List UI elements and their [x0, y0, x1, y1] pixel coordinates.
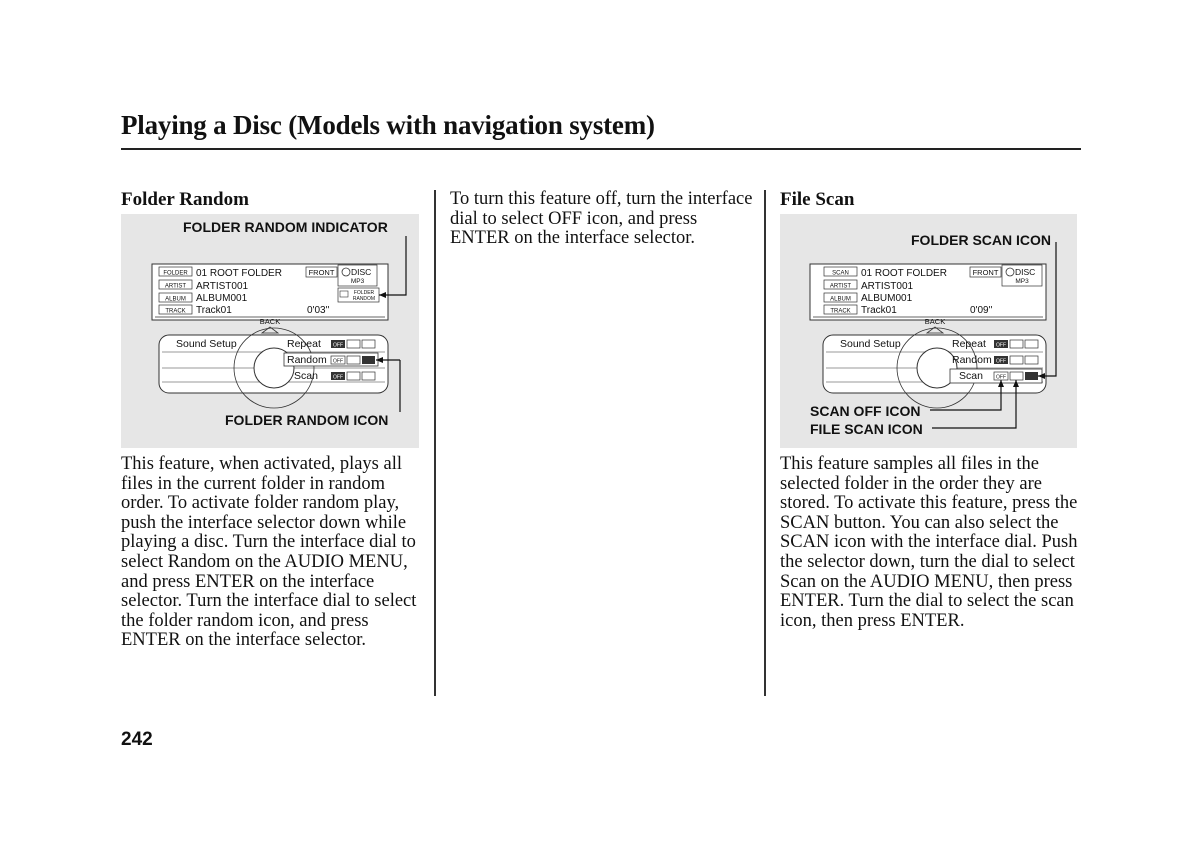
folder-random-indicator-label: FOLDER RANDOM INDICATOR [183, 219, 388, 235]
menu-random: Random [287, 354, 327, 366]
screen-front: FRONT [308, 268, 335, 277]
menu-repeat: Repeat [287, 338, 321, 350]
header-rule [121, 148, 1081, 150]
screen-album-text: ALBUM001 [861, 293, 913, 304]
svg-text:OFF: OFF [996, 358, 1006, 365]
scan-off-icon-label: SCAN OFF ICON [810, 403, 921, 419]
screen-back: BACK [924, 317, 946, 326]
indicator-line-2: RANDOM [352, 296, 376, 302]
screen-track-text: Track01 [861, 305, 897, 316]
folder-scan-icon [1025, 372, 1038, 380]
screen-folder-text: 01 ROOT FOLDER [196, 268, 282, 279]
screen-tag-album: ALBUM [165, 296, 186, 303]
file-scan-icon-label: FILE SCAN ICON [810, 421, 923, 437]
file-scan-paragraph: This feature samples all files in the selected folder in the order they are stored. To activate this feature, press the SCAN button. You can also select the SCAN icon with the interface dial. Push the selector down, turn the dial to select Scan on the AUDIO MENU, then press ENTER. Turn the dial to select the scan icon, then press ENTER. [780, 454, 1078, 631]
section-heading-file-scan: File Scan [780, 189, 855, 210]
folder-random-screen-diagram [121, 214, 419, 448]
screen-format: MP3 [1015, 278, 1029, 285]
menu-random: Random [952, 354, 992, 366]
screen-time: 0'03'' [307, 305, 330, 316]
menu-sound-setup: Sound Setup [840, 338, 901, 350]
screen-front: FRONT [972, 268, 999, 277]
screen-tag-scan: SCAN [832, 270, 849, 277]
screen-disc: DISC [351, 267, 372, 277]
svg-text:OFF: OFF [996, 342, 1006, 349]
svg-text:OFF: OFF [333, 342, 343, 349]
screen-format: MP3 [350, 278, 365, 285]
screen-track-text: Track01 [196, 305, 232, 316]
folder-scan-icon-label: FOLDER SCAN ICON [911, 232, 1051, 248]
page-title: Playing a Disc (Models with navigation system) [121, 110, 655, 140]
screen-tag-folder: FOLDER [163, 270, 188, 277]
page-number: 242 [121, 729, 153, 750]
file-scan-figure [780, 214, 1077, 448]
screen-artist-text: ARTIST001 [196, 281, 249, 292]
column-divider-left [434, 190, 436, 696]
menu-scan: Scan [294, 370, 318, 382]
screen-tag-album: ALBUM [830, 296, 851, 303]
indicator-line-1: FOLDER [353, 290, 375, 296]
svg-text:OFF: OFF [333, 374, 343, 381]
screen-time: 0'09'' [970, 305, 993, 316]
svg-text:OFF: OFF [996, 374, 1006, 381]
turn-off-paragraph: To turn this feature off, turn the interface dial to select OFF icon, and press ENTER on the interface selector. [450, 189, 753, 249]
section-heading-folder-random: Folder Random [121, 189, 249, 210]
screen-disc: DISC [1015, 267, 1036, 277]
screen-artist-text: ARTIST001 [861, 281, 914, 292]
screen-folder-text: 01 ROOT FOLDER [861, 268, 947, 279]
menu-scan: Scan [959, 370, 983, 382]
screen-album-text: ALBUM001 [196, 293, 248, 304]
folder-random-paragraph: This feature, when activated, plays all files in the current folder in random order. To activate folder random play, push the interface selector down while playing a disc. Turn the interface dial to select Random on the AUDIO MENU, and press ENTER on the interface selector. Turn the interface dial to select the folder random icon, and press ENTER on the interface selector. [121, 454, 417, 651]
menu-repeat: Repeat [952, 338, 986, 350]
screen-back: BACK [259, 317, 281, 326]
folder-random-icon [362, 356, 375, 364]
column-divider-right [764, 190, 766, 696]
screen-tag-track: TRACK [165, 308, 186, 315]
svg-text:OFF: OFF [333, 358, 343, 365]
menu-sound-setup: Sound Setup [176, 338, 237, 350]
file-scan-screen-diagram [780, 214, 1077, 448]
folder-random-figure [121, 214, 419, 448]
screen-tag-artist: ARTIST [829, 283, 852, 290]
screen-tag-artist: ARTIST [164, 283, 187, 290]
folder-random-icon-label: FOLDER RANDOM ICON [225, 412, 389, 428]
screen-tag-track: TRACK [830, 308, 851, 315]
